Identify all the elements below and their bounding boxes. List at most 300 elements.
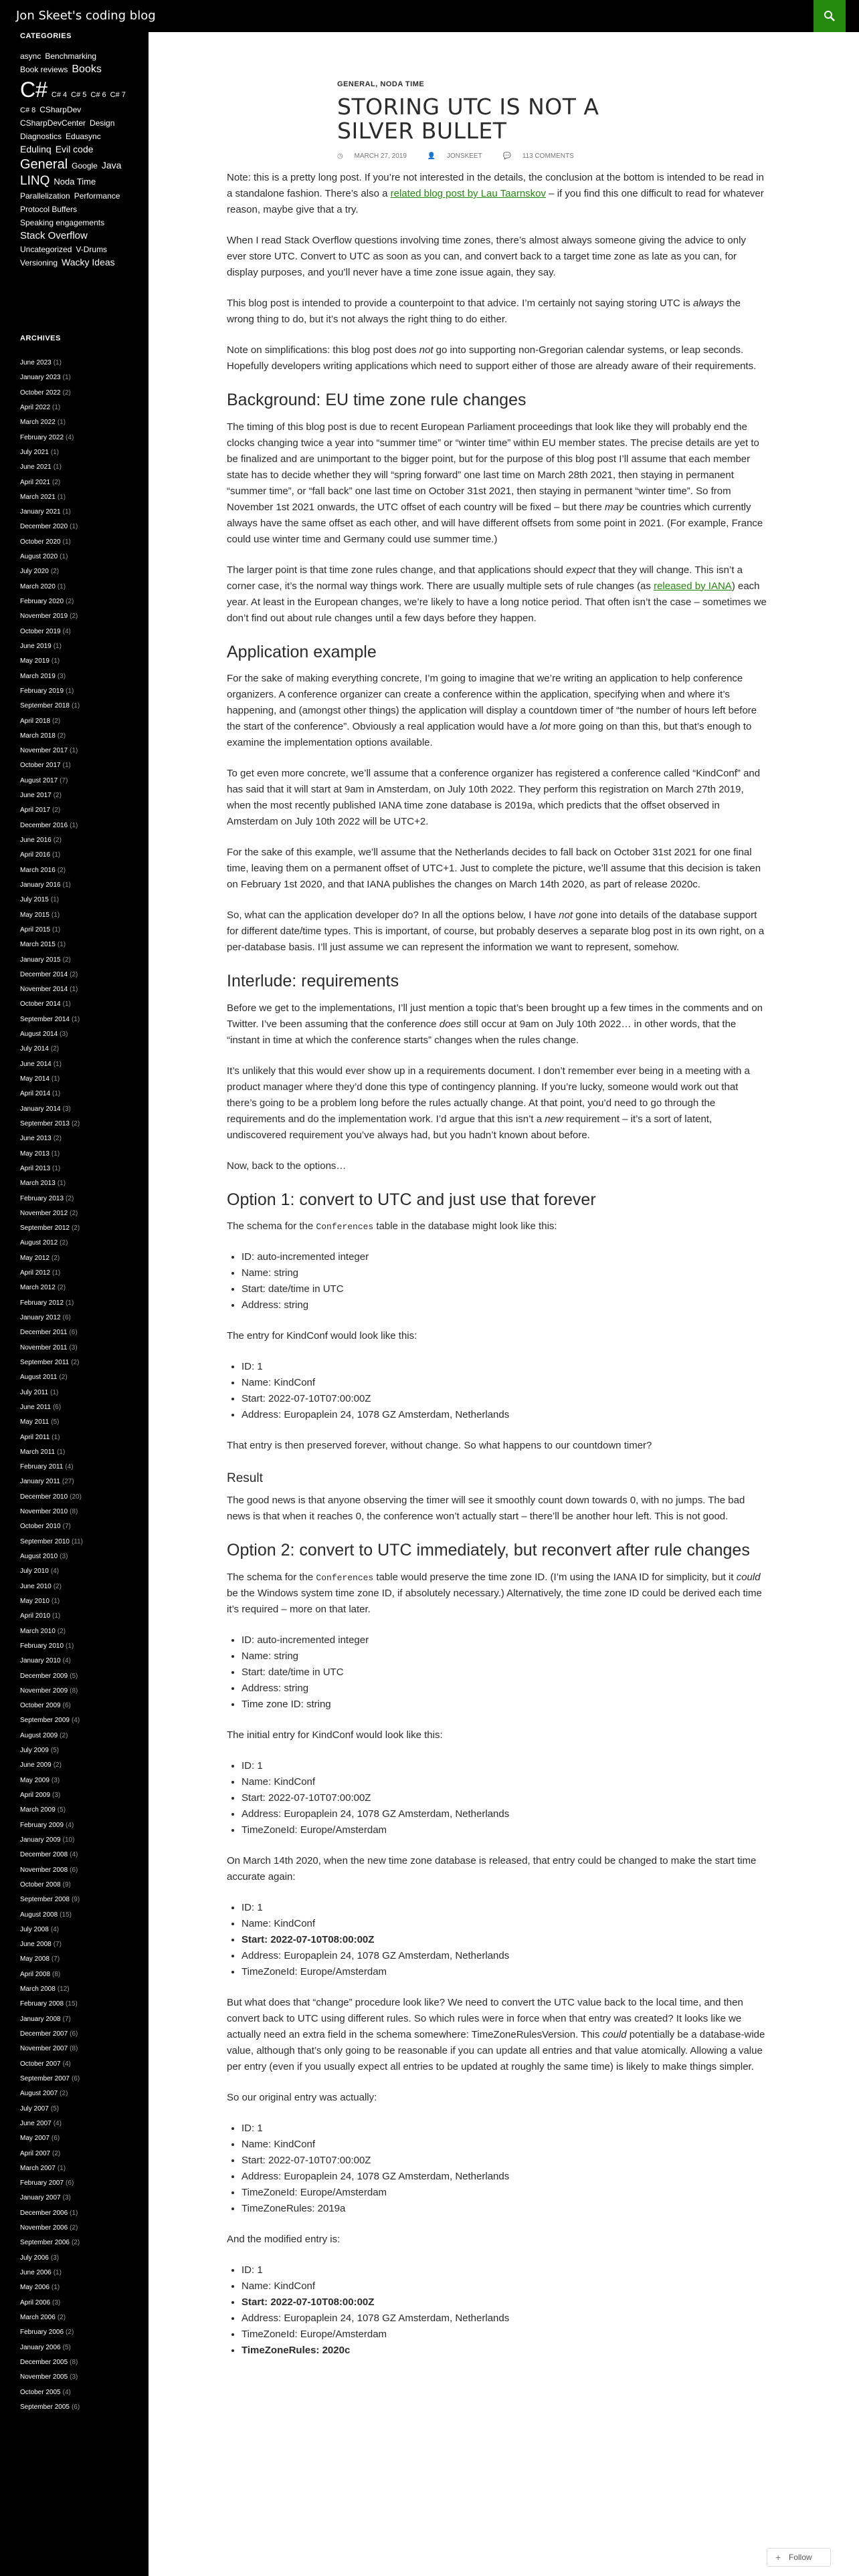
archive-item bbox=[20, 923, 140, 938]
archive-link[interactable]: July 2007 bbox=[20, 2105, 49, 2113]
archive-link[interactable]: September 2009 bbox=[20, 1717, 70, 1725]
list-item: • Start: date/time in UTC bbox=[242, 1665, 767, 1681]
archive-link[interactable]: April 2016 bbox=[20, 851, 51, 859]
archive-link[interactable]: July 2008 bbox=[20, 1925, 49, 1933]
archive-item bbox=[20, 997, 140, 1012]
archive-item bbox=[20, 1580, 140, 1594]
archive-count: (3) bbox=[70, 2373, 78, 2381]
archive-link[interactable]: August 2009 bbox=[20, 1731, 58, 1739]
archive-link[interactable]: February 2012 bbox=[20, 1299, 64, 1307]
archive-link[interactable]: February 2010 bbox=[20, 1642, 64, 1650]
site-title[interactable]: Jon Skeet's coding blog bbox=[16, 9, 156, 23]
archive-count: (2) bbox=[53, 1582, 62, 1590]
tag-link[interactable]: Protocol Buffers bbox=[20, 204, 78, 214]
archive-count: (4) bbox=[53, 2119, 62, 2127]
archive-link[interactable]: April 2014 bbox=[20, 1090, 51, 1098]
archive-link[interactable]: February 2013 bbox=[20, 1194, 64, 1202]
archive-link[interactable]: March 2015 bbox=[20, 941, 56, 949]
archive-link[interactable]: October 2009 bbox=[20, 1702, 61, 1710]
archive-item bbox=[20, 535, 140, 550]
archive-item bbox=[20, 2355, 140, 2370]
archive-link[interactable]: April 2009 bbox=[20, 1792, 51, 1799]
tag-link[interactable]: Uncategorized bbox=[20, 244, 72, 254]
clock-icon: ◷ bbox=[337, 152, 343, 160]
archive-link[interactable]: April 2018 bbox=[20, 717, 51, 725]
archive-item bbox=[20, 908, 140, 923]
archive-link[interactable]: December 2016 bbox=[20, 821, 68, 829]
schema-list bbox=[242, 1249, 767, 1313]
archive-link[interactable]: August 2010 bbox=[20, 1553, 58, 1560]
archive-count: (4) bbox=[62, 627, 71, 635]
archive-link[interactable]: May 2009 bbox=[20, 1776, 50, 1784]
archive-link[interactable]: May 2011 bbox=[20, 1418, 50, 1426]
archive-link[interactable]: October 2005 bbox=[20, 2388, 61, 2396]
archive-link[interactable]: April 2007 bbox=[20, 2149, 51, 2157]
archive-count: (4) bbox=[50, 1925, 60, 1933]
archive-item bbox=[20, 609, 140, 624]
archive-count: (4) bbox=[71, 1717, 80, 1725]
archive-item bbox=[20, 1356, 140, 1370]
archive-item bbox=[20, 1594, 140, 1609]
archive-count: (1) bbox=[62, 881, 71, 889]
archive-link[interactable]: June 2013 bbox=[20, 1135, 52, 1143]
tag-link[interactable]: C# 7 bbox=[110, 91, 126, 99]
archive-link[interactable]: February 2007 bbox=[20, 2179, 64, 2187]
list-item: • Address: string bbox=[242, 1297, 767, 1313]
archive-link[interactable]: January 2011 bbox=[20, 1478, 60, 1486]
archive-link[interactable]: October 2022 bbox=[20, 389, 61, 397]
archive-link[interactable]: August 2020 bbox=[20, 553, 58, 561]
archive-count: (2) bbox=[66, 2329, 74, 2337]
archive-count: (1) bbox=[66, 1642, 74, 1650]
archive-link[interactable]: August 2007 bbox=[20, 2090, 58, 2098]
tag-link[interactable]: C# 4 bbox=[51, 91, 68, 99]
archive-item bbox=[20, 848, 140, 863]
archive-link[interactable]: October 2007 bbox=[20, 2060, 61, 2068]
archive-count: (2) bbox=[57, 732, 66, 740]
archive-link[interactable]: September 2010 bbox=[20, 1537, 70, 1545]
archive-link[interactable]: May 2019 bbox=[20, 657, 50, 665]
archive-item bbox=[20, 550, 140, 564]
archive-link[interactable]: June 2017 bbox=[20, 792, 52, 800]
archive-link[interactable]: November 2009 bbox=[20, 1687, 68, 1695]
archive-link[interactable]: February 2006 bbox=[20, 2329, 64, 2337]
archive-count: (6) bbox=[52, 1403, 62, 1411]
archive-count: (2) bbox=[53, 1135, 62, 1143]
tag-link[interactable]: Performance bbox=[74, 191, 120, 201]
tag-link[interactable]: C# 6 bbox=[90, 91, 106, 99]
archive-link[interactable]: June 2010 bbox=[20, 1582, 52, 1590]
archive-count: (2) bbox=[60, 1731, 68, 1739]
archive-item bbox=[20, 1430, 140, 1445]
archive-item bbox=[20, 1564, 140, 1579]
archive-link[interactable]: January 2010 bbox=[20, 1657, 61, 1665]
tag-link[interactable]: Versioning bbox=[20, 257, 58, 267]
archive-count: (2) bbox=[52, 2149, 61, 2157]
archive-item bbox=[20, 1147, 140, 1162]
tag-link[interactable]: LINQ bbox=[20, 174, 50, 188]
archive-count: (2) bbox=[62, 956, 71, 964]
archive-item bbox=[20, 803, 140, 818]
tag-link[interactable]: C# 8 bbox=[20, 106, 36, 114]
archive-count: (27) bbox=[62, 1478, 74, 1486]
archive-link[interactable]: August 2008 bbox=[20, 1911, 58, 1919]
archive-count: (6) bbox=[66, 2179, 74, 2187]
archive-link[interactable]: January 2016 bbox=[20, 881, 61, 889]
iana-link[interactable]: released by IANA bbox=[654, 580, 732, 592]
tag-link[interactable]: V-Drums bbox=[76, 244, 108, 254]
tag-link[interactable]: C# 5 bbox=[71, 91, 87, 99]
archive-item bbox=[20, 878, 140, 893]
archive-count: (6) bbox=[71, 2403, 80, 2411]
archive-link[interactable]: March 2010 bbox=[20, 1627, 56, 1635]
post-categories[interactable]: GENERAL, NODA TIME bbox=[337, 80, 425, 88]
archive-count: (2) bbox=[53, 792, 62, 800]
archive-link[interactable]: August 2011 bbox=[20, 1374, 58, 1382]
post-date[interactable] bbox=[337, 152, 416, 160]
archive-link[interactable]: March 2018 bbox=[20, 732, 56, 740]
tag-link[interactable]: Noda Time bbox=[54, 177, 96, 187]
archive-link[interactable]: July 2010 bbox=[20, 1568, 49, 1576]
archive-count: (2) bbox=[60, 2090, 68, 2098]
archive-link[interactable]: September 2013 bbox=[20, 1119, 70, 1128]
archive-link[interactable]: June 2008 bbox=[20, 1941, 52, 1949]
archive-count: (4) bbox=[62, 2388, 71, 2396]
archive-link[interactable]: November 2005 bbox=[20, 2373, 68, 2381]
schema-list bbox=[242, 1632, 767, 1713]
archive-count: (6) bbox=[62, 1702, 71, 1710]
tag-link[interactable]: Edulinq bbox=[20, 144, 52, 154]
section-heading: Background: EU time zone rule changes bbox=[227, 391, 527, 409]
archive-link[interactable]: November 2008 bbox=[20, 1866, 68, 1874]
tag-link[interactable]: Evil code bbox=[55, 144, 94, 154]
archive-item bbox=[20, 475, 140, 490]
archive-count: (2) bbox=[71, 1224, 80, 1232]
archive-link[interactable]: July 2009 bbox=[20, 1747, 49, 1755]
archive-link[interactable]: January 2009 bbox=[20, 1836, 61, 1844]
archive-link[interactable]: April 2015 bbox=[20, 926, 51, 934]
archive-link[interactable]: May 2014 bbox=[20, 1075, 50, 1083]
archive-link[interactable]: January 2008 bbox=[20, 2015, 61, 2023]
archive-item bbox=[20, 1281, 140, 1295]
archive-item bbox=[20, 2311, 140, 2325]
tag-link[interactable]: Design bbox=[90, 118, 115, 128]
archive-count: (1) bbox=[50, 896, 60, 904]
archive-link[interactable]: November 2012 bbox=[20, 1209, 68, 1217]
archive-link[interactable]: October 2017 bbox=[20, 762, 61, 770]
list-item: • TimeZoneId: Europe/Amsterdam bbox=[242, 2185, 767, 2201]
tag-link[interactable]: Java bbox=[101, 160, 122, 171]
archive-link[interactable]: February 2011 bbox=[20, 1463, 64, 1471]
archive-link[interactable]: March 2012 bbox=[20, 1284, 56, 1292]
archive-item bbox=[20, 1072, 140, 1087]
archive-link[interactable]: November 2019 bbox=[20, 613, 68, 621]
archive-link[interactable]: July 2011 bbox=[20, 1388, 49, 1396]
archive-link[interactable]: April 2021 bbox=[20, 478, 51, 486]
archive-link[interactable]: June 2011 bbox=[20, 1403, 51, 1411]
archive-link[interactable]: August 2012 bbox=[20, 1239, 58, 1247]
archive-link[interactable]: March 2007 bbox=[20, 2164, 56, 2172]
archive-count: (1) bbox=[52, 1269, 61, 1277]
archive-link[interactable]: November 2011 bbox=[20, 1344, 68, 1352]
archive-item bbox=[20, 669, 140, 684]
search-toggle-button[interactable] bbox=[814, 0, 846, 32]
archive-link[interactable]: February 2019 bbox=[20, 687, 64, 695]
archive-link[interactable]: September 2005 bbox=[20, 2403, 70, 2411]
archive-item bbox=[20, 1878, 140, 1893]
archive-link[interactable]: September 2011 bbox=[20, 1358, 70, 1366]
archive-link[interactable]: December 2005 bbox=[20, 2358, 68, 2366]
archive-count: (2) bbox=[57, 1627, 66, 1635]
archive-link[interactable]: June 2021 bbox=[20, 463, 52, 471]
archive-item bbox=[20, 1386, 140, 1400]
archive-count: (6) bbox=[69, 1329, 78, 1337]
archive-link[interactable]: September 2012 bbox=[20, 1224, 70, 1232]
archive-item bbox=[20, 1833, 140, 1848]
archive-item bbox=[20, 2176, 140, 2191]
archive-link[interactable]: October 2020 bbox=[20, 538, 61, 546]
follow-label: Follow bbox=[789, 2553, 812, 2562]
archive-item bbox=[20, 684, 140, 699]
archive-link[interactable]: January 2014 bbox=[20, 1105, 61, 1113]
archive-count: (8) bbox=[70, 1508, 78, 1516]
archive-link[interactable]: August 2014 bbox=[20, 1031, 58, 1039]
list-item: • Start: 2022-07-10T08:00:00Z bbox=[242, 2294, 767, 2311]
archive-link[interactable]: September 2006 bbox=[20, 2239, 70, 2247]
archive-link[interactable]: September 2007 bbox=[20, 2074, 70, 2082]
archive-count: (1) bbox=[53, 463, 62, 471]
tag-link[interactable]: Stack Overflow bbox=[20, 229, 88, 241]
archive-count: (1) bbox=[70, 986, 78, 994]
archive-link[interactable]: May 2013 bbox=[20, 1150, 50, 1158]
archive-link[interactable]: March 2021 bbox=[20, 493, 56, 501]
archive-item bbox=[20, 1669, 140, 1684]
archive-item bbox=[20, 1415, 140, 1430]
archive-link[interactable]: April 2022 bbox=[20, 403, 51, 411]
tag-link[interactable]: Google bbox=[72, 161, 98, 171]
archive-count: (3) bbox=[60, 1031, 68, 1039]
archive-item bbox=[20, 415, 140, 430]
list-item: • ID: 1 bbox=[242, 1758, 767, 1774]
archive-count: (1) bbox=[51, 911, 60, 919]
archive-item bbox=[20, 2042, 140, 2056]
list-item: • TimeZoneId: Europe/Amsterdam bbox=[242, 2327, 767, 2343]
list-item: • Name: KindConf bbox=[242, 2278, 767, 2294]
archive-link[interactable]: March 2008 bbox=[20, 1985, 56, 1994]
archive-count: (8) bbox=[70, 2358, 78, 2366]
archive-link[interactable]: January 2015 bbox=[20, 956, 61, 964]
archive-link[interactable]: November 2006 bbox=[20, 2224, 68, 2232]
archive-link[interactable]: December 2011 bbox=[20, 1329, 68, 1337]
archive-link[interactable]: June 2006 bbox=[20, 2269, 52, 2276]
archive-link[interactable]: March 2009 bbox=[20, 1806, 56, 1814]
tag-link[interactable]: C# bbox=[20, 78, 47, 102]
archive-link[interactable]: June 2014 bbox=[20, 1060, 52, 1068]
archive-item bbox=[20, 2341, 140, 2355]
tag-link[interactable]: Diagnostics bbox=[20, 132, 62, 141]
archive-link[interactable]: May 2008 bbox=[20, 1955, 50, 1963]
archive-link[interactable]: November 2017 bbox=[20, 747, 68, 755]
list-item: • Start: 2022-07-10T07:00:00Z bbox=[242, 1391, 767, 1407]
archive-link[interactable]: April 2012 bbox=[20, 1269, 51, 1277]
archive-link[interactable]: October 2019 bbox=[20, 627, 61, 635]
archive-link[interactable]: July 2021 bbox=[20, 448, 49, 456]
archive-link[interactable]: December 2009 bbox=[20, 1672, 68, 1680]
archive-link[interactable]: December 2008 bbox=[20, 1851, 68, 1859]
archive-count: (3) bbox=[51, 1776, 60, 1784]
archive-item bbox=[20, 2147, 140, 2161]
archive-count: (7) bbox=[60, 776, 68, 784]
archive-count: (1) bbox=[62, 762, 71, 770]
archive-count: (1) bbox=[52, 1164, 61, 1172]
archive-link[interactable]: June 2009 bbox=[20, 1761, 52, 1769]
archive-count: (1) bbox=[57, 419, 66, 427]
archive-link[interactable]: November 2014 bbox=[20, 986, 68, 994]
archive-link[interactable]: September 2018 bbox=[20, 702, 70, 710]
archive-link[interactable]: June 2016 bbox=[20, 837, 52, 844]
archive-link[interactable]: April 2013 bbox=[20, 1164, 51, 1172]
archive-link[interactable]: July 2020 bbox=[20, 568, 49, 576]
archive-link[interactable]: April 2017 bbox=[20, 807, 51, 815]
archive-count: (4) bbox=[66, 433, 74, 441]
archive-link[interactable]: November 2010 bbox=[20, 1508, 68, 1516]
archive-link[interactable]: January 2023 bbox=[20, 374, 61, 382]
archive-item bbox=[20, 1266, 140, 1281]
archive-link[interactable]: October 2008 bbox=[20, 1881, 61, 1889]
archive-link[interactable]: April 2006 bbox=[20, 2298, 51, 2306]
archive-link[interactable]: March 2019 bbox=[20, 672, 56, 680]
related-post-link[interactable]: related blog post by Lau Taarnskov bbox=[390, 188, 547, 199]
archive-link[interactable]: February 2008 bbox=[20, 2000, 64, 2008]
archive-item bbox=[20, 1893, 140, 1907]
archive-count: (7) bbox=[62, 2015, 71, 2023]
archive-link[interactable]: July 2014 bbox=[20, 1045, 49, 1053]
follow-button[interactable] bbox=[767, 2548, 831, 2567]
tag-link[interactable]: Speaking engagements bbox=[20, 217, 105, 227]
archive-count: (3) bbox=[60, 1553, 68, 1560]
archive-count: (3) bbox=[50, 2254, 60, 2262]
archive-link[interactable]: March 2020 bbox=[20, 582, 56, 591]
archive-count: (1) bbox=[57, 1448, 66, 1456]
archive-link[interactable]: January 2012 bbox=[20, 1314, 61, 1321]
archive-link[interactable]: March 2006 bbox=[20, 2313, 56, 2321]
list-item: • Address: Europaplein 24, 1078 GZ Amsterdam, Netherlands bbox=[242, 2311, 767, 2327]
archive-link[interactable]: October 2014 bbox=[20, 1000, 61, 1008]
section-heading: Application example bbox=[227, 642, 377, 661]
archive-count: (3) bbox=[62, 1105, 71, 1113]
post-author[interactable] bbox=[427, 152, 492, 160]
archive-link[interactable]: July 2006 bbox=[20, 2254, 49, 2262]
entry-list bbox=[242, 2262, 767, 2359]
archive-link[interactable]: February 2009 bbox=[20, 1821, 64, 1829]
archive-count: (2) bbox=[71, 1119, 80, 1128]
archive-link[interactable]: July 2015 bbox=[20, 896, 49, 904]
tag-link[interactable]: async bbox=[20, 51, 41, 61]
tag-link[interactable]: Parallelization bbox=[20, 191, 70, 201]
archive-count: (2) bbox=[52, 478, 61, 486]
archive-link[interactable]: June 2007 bbox=[20, 2119, 52, 2127]
archive-link[interactable]: May 2010 bbox=[20, 1597, 50, 1605]
list-item: • ID: auto-incremented integer bbox=[242, 1249, 767, 1265]
archive-item bbox=[20, 1997, 140, 2012]
archive-item bbox=[20, 356, 140, 370]
archive-link[interactable]: February 2022 bbox=[20, 433, 64, 441]
archive-link[interactable]: December 2007 bbox=[20, 2030, 68, 2038]
archive-count: (2) bbox=[71, 2239, 80, 2247]
archive-link[interactable]: January 2007 bbox=[20, 2194, 61, 2202]
tag-link[interactable]: Eduasync bbox=[66, 132, 101, 141]
archive-link[interactable]: March 2016 bbox=[20, 866, 56, 874]
post-body bbox=[227, 170, 767, 2373]
archive-link[interactable]: March 2013 bbox=[20, 1180, 56, 1188]
archive-item bbox=[20, 520, 140, 534]
tag-link[interactable]: CSharpDev bbox=[39, 105, 82, 114]
archive-item bbox=[20, 2117, 140, 2131]
archive-count: (1) bbox=[57, 941, 66, 949]
archive-link[interactable]: May 2006 bbox=[20, 2284, 50, 2292]
tag-link[interactable]: Book reviews bbox=[20, 65, 68, 74]
archive-link[interactable]: January 2006 bbox=[20, 2343, 61, 2351]
archive-item bbox=[20, 2206, 140, 2221]
archive-item bbox=[20, 654, 140, 669]
post-comments-link[interactable] bbox=[502, 152, 583, 160]
archive-count: (6) bbox=[71, 2074, 80, 2082]
archive-count: (1) bbox=[71, 702, 80, 710]
tag-link[interactable]: Benchmarking bbox=[45, 51, 97, 61]
archive-count: (20) bbox=[70, 1493, 82, 1501]
archive-link[interactable]: May 2012 bbox=[20, 1254, 50, 1262]
archive-link[interactable]: June 2023 bbox=[20, 359, 52, 366]
tag-link[interactable]: CSharpDevCenter bbox=[20, 118, 86, 128]
archive-link[interactable]: March 2022 bbox=[20, 419, 56, 427]
archive-link[interactable]: January 2021 bbox=[20, 508, 61, 516]
archive-link[interactable]: February 2020 bbox=[20, 598, 64, 605]
archive-count: (2) bbox=[50, 1045, 60, 1053]
archive-count: (2) bbox=[70, 1209, 78, 1217]
archive-link[interactable]: May 2015 bbox=[20, 911, 50, 919]
archive-count: (3) bbox=[69, 1344, 78, 1352]
tag-link[interactable]: Wacky Ideas bbox=[62, 256, 115, 267]
archive-count: (10) bbox=[62, 1836, 75, 1844]
sidebar bbox=[0, 32, 149, 2576]
archive-link[interactable]: December 2006 bbox=[20, 2209, 68, 2217]
tag-link[interactable]: Books bbox=[72, 64, 102, 75]
archive-link[interactable]: August 2017 bbox=[20, 776, 58, 784]
archive-item bbox=[20, 1788, 140, 1803]
paragraph: This blog post is intended to provide a counterpoint to that advice. I’m certainly not saying storing UTC is always the wrong thing to do, but it’s not always the right thing to do either. bbox=[227, 298, 741, 325]
archive-count: (2) bbox=[57, 2313, 66, 2321]
post-title: STORING UTC IS NOT A SILVER BULLET bbox=[337, 94, 599, 144]
archive-count: (1) bbox=[52, 1090, 61, 1098]
plus-icon: + bbox=[775, 2552, 781, 2563]
archive-link[interactable]: March 2011 bbox=[20, 1448, 56, 1456]
archive-link[interactable]: December 2010 bbox=[20, 1493, 68, 1501]
archive-link[interactable]: April 2011 bbox=[20, 1433, 50, 1441]
archive-link[interactable]: November 2007 bbox=[20, 2045, 68, 2053]
archive-link[interactable]: December 2020 bbox=[20, 523, 68, 531]
archive-count: (5) bbox=[57, 1806, 66, 1814]
entry-list bbox=[242, 1359, 767, 1423]
archive-link[interactable]: October 2010 bbox=[20, 1523, 61, 1531]
archive-link[interactable]: May 2007 bbox=[20, 2135, 50, 2143]
tag-link[interactable]: General bbox=[20, 157, 68, 172]
archive-link[interactable]: September 2008 bbox=[20, 1896, 70, 1904]
archive-link[interactable]: June 2019 bbox=[20, 642, 52, 650]
archive-link[interactable]: September 2014 bbox=[20, 1015, 70, 1023]
archive-link[interactable]: April 2008 bbox=[20, 1970, 51, 1978]
archive-link[interactable]: December 2014 bbox=[20, 970, 68, 978]
archive-link[interactable]: April 2010 bbox=[20, 1612, 51, 1620]
